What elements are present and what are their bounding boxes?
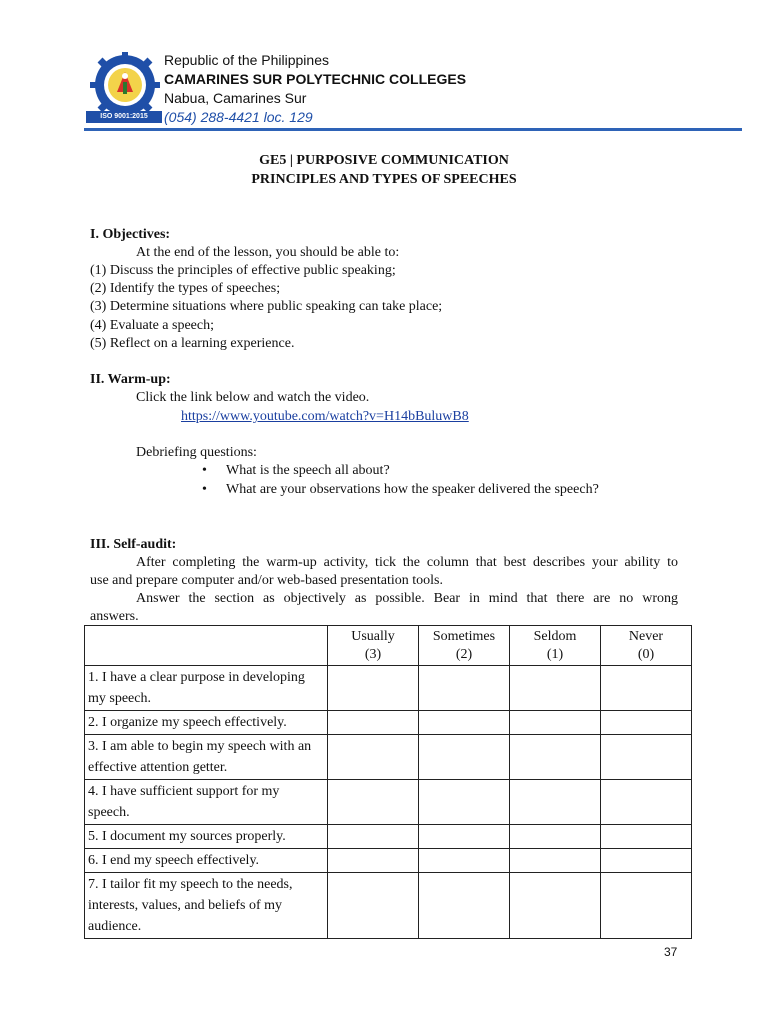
lesson-title: PRINCIPLES AND TYPES OF SPEECHES <box>251 172 517 187</box>
tick-cell-sometimes[interactable] <box>419 849 510 873</box>
table-row <box>85 825 692 849</box>
selfaudit-instruction: Answer the section as objectively as possible. Bear in mind that there are no wrong <box>136 591 678 606</box>
objective-item: (4) Evaluate a speech; <box>90 318 214 333</box>
tick-cell-seldom[interactable] <box>510 873 601 939</box>
statement-cell: 6. I end my speech effectively. <box>85 849 328 873</box>
objectives-intro: At the end of the lesson, you should be able to: <box>136 245 400 260</box>
debrief-question <box>202 462 390 480</box>
objective-item: (1) Discuss the principles of effective public speaking; <box>90 263 396 278</box>
selfaudit-instruction: answers. <box>90 609 139 624</box>
statement-cell: 7. I tailor fit my speech to the needs, interests, values, and beliefs of my audience. <box>85 873 328 939</box>
page-number: 37 <box>664 945 678 959</box>
tick-cell-seldom[interactable] <box>510 780 601 825</box>
tick-cell-seldom[interactable] <box>510 849 601 873</box>
objective-item: (3) Determine situations where public speaking can take place; <box>90 299 443 314</box>
tick-cell-sometimes[interactable] <box>419 711 510 735</box>
statement-cell: 4. I have sufficient support for my speech. <box>85 780 328 825</box>
tick-cell-seldom[interactable] <box>510 735 601 780</box>
tick-cell-seldom[interactable] <box>510 825 601 849</box>
tick-cell-never[interactable] <box>601 666 692 711</box>
selfaudit-heading: III. Self-audit: <box>90 537 177 552</box>
statement-cell: 2. I organize my speech effectively. <box>85 711 328 735</box>
video-link[interactable]: https://www.youtube.com/watch?v=H14bBuluwB8 <box>181 409 469 424</box>
course-title: GE5 | PURPOSIVE COMMUNICATION <box>259 153 509 168</box>
table-row <box>85 873 692 939</box>
debrief-label: Debriefing questions: <box>136 445 257 460</box>
debrief-question <box>202 481 599 499</box>
table-row <box>85 780 692 825</box>
tick-cell-never[interactable] <box>601 849 692 873</box>
republic-line: Republic of the Philippines <box>164 52 329 68</box>
column-header-sometimes: Sometimes (2) <box>419 626 510 666</box>
column-header-seldom: Seldom (1) <box>510 626 601 666</box>
warmup-instruction: Click the link below and watch the video. <box>136 390 370 405</box>
tick-cell-never[interactable] <box>601 873 692 939</box>
tick-cell-never[interactable] <box>601 825 692 849</box>
college-phone: (054) 288-4421 loc. 129 <box>164 109 313 125</box>
tick-cell-usually[interactable] <box>328 780 419 825</box>
college-name: CAMARINES SUR POLYTECHNIC COLLEGES <box>164 71 467 87</box>
college-address: Nabua, Camarines Sur <box>164 90 307 106</box>
statement-cell: 5. I document my sources properly. <box>85 825 328 849</box>
tick-cell-sometimes[interactable] <box>419 735 510 780</box>
bullet-icon: • <box>202 482 207 497</box>
tick-cell-seldom[interactable] <box>510 666 601 711</box>
table-header-row <box>85 626 692 666</box>
selfaudit-paragraph: After completing the warm-up activity, tick the column that best describes your ability to <box>136 555 678 570</box>
tick-cell-sometimes[interactable] <box>419 873 510 939</box>
tick-cell-sometimes[interactable] <box>419 780 510 825</box>
objectives-heading: I. Objectives: <box>90 227 171 242</box>
tick-cell-never[interactable] <box>601 711 692 735</box>
header-divider <box>84 128 742 131</box>
letterhead <box>0 0 768 132</box>
tick-cell-usually[interactable] <box>328 735 419 780</box>
table-row <box>85 735 692 780</box>
iso-badge: ISO 9001:2015 <box>86 111 162 123</box>
institution-block <box>164 51 466 127</box>
tick-cell-usually[interactable] <box>328 666 419 711</box>
objective-item: (2) Identify the types of speeches; <box>90 281 281 296</box>
bullet-icon: • <box>202 463 207 478</box>
column-header-never: Never (0) <box>601 626 692 666</box>
tick-cell-sometimes[interactable] <box>419 666 510 711</box>
tick-cell-usually[interactable] <box>328 711 419 735</box>
tick-cell-usually[interactable] <box>328 873 419 939</box>
tick-cell-usually[interactable] <box>328 825 419 849</box>
tick-cell-usually[interactable] <box>328 849 419 873</box>
debrief-question-text: What are your observations how the speaker delivered the speech? <box>226 482 599 497</box>
column-header-usually: Usually (3) <box>328 626 419 666</box>
statement-cell: 1. I have a clear purpose in developing my speech. <box>85 666 328 711</box>
table-row <box>85 849 692 873</box>
table-row <box>85 666 692 711</box>
selfaudit-paragraph: use and prepare computer and/or web-based presentation tools. <box>90 573 443 588</box>
objective-item: (5) Reflect on a learning experience. <box>90 336 295 351</box>
statement-cell: 3. I am able to begin my speech with an effective attention getter. <box>85 735 328 780</box>
tick-cell-sometimes[interactable] <box>419 825 510 849</box>
tick-cell-never[interactable] <box>601 735 692 780</box>
tick-cell-never[interactable] <box>601 780 692 825</box>
table-row <box>85 711 692 735</box>
warmup-heading: II. Warm-up: <box>90 372 171 387</box>
header-blank-cell <box>85 626 328 666</box>
self-audit-table <box>84 625 692 939</box>
debrief-question-text: What is the speech all about? <box>226 463 390 478</box>
tick-cell-seldom[interactable] <box>510 711 601 735</box>
